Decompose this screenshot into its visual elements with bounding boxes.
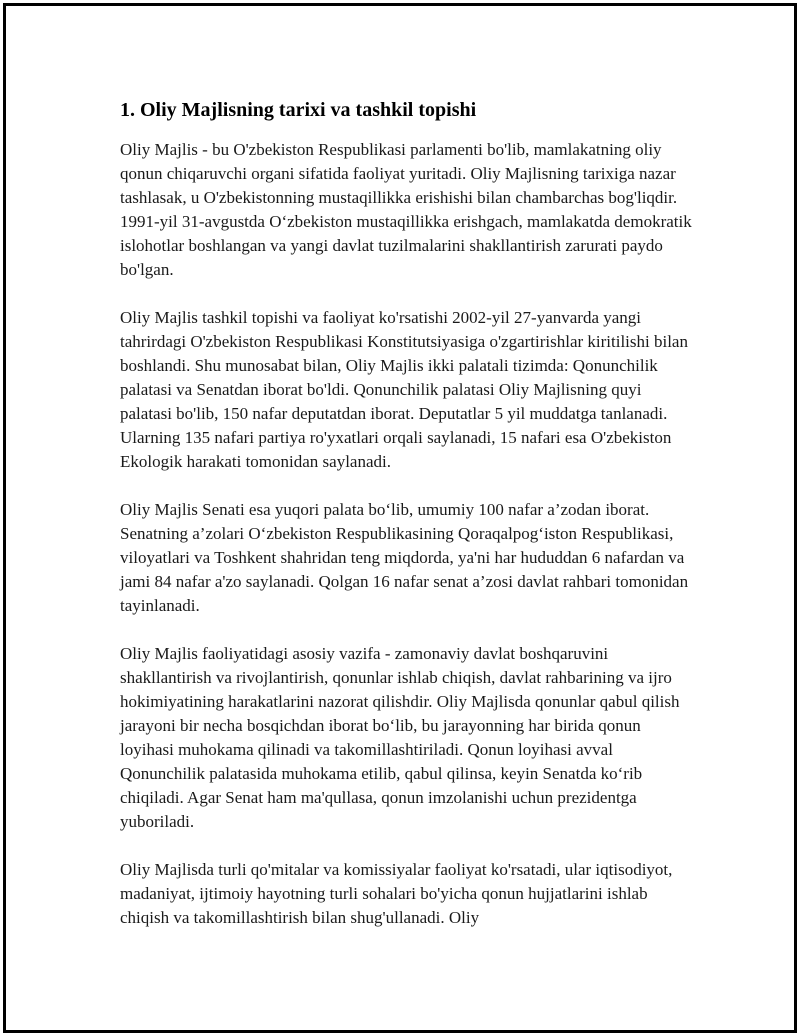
page-frame (3, 3, 797, 1033)
section-heading: 1. Oliy Majlisning tarixi va tashkil topishi (120, 99, 477, 121)
paragraph-history: Oliy Majlis - bu O'zbekiston Respublikasi parlamenti bo'lib, mamlakatning oliy qonun chiqaruvchi organi sifatida faoliyat yuritadi. Oliy Majlisning tarixiga nazar tashlasak, u O'zbekistonning mustaqillikka erishishi bilan chambarchas bog'liqdir. 1991-yil 31-avgustda O‘zbekiston mustaqillikka erishgach, mamlakatda demokratik islohotlar boshlangan va yangi davlat tuzilmalarini shakllantirish zarurati paydo bo'lgan. (120, 140, 692, 279)
paragraph-senate: Oliy Majlis Senati esa yuqori palata bo‘lib, umumiy 100 nafar a’zodan iborat. Senatning a’zolari O‘zbekiston Respublikasining Qoraqalpog‘iston Respublikasi, viloyatlari va Toshkent shahridan teng miqdorda, ya'ni har hududdan 6 nafardan va jami 84 nafar a'zo saylanadi. Qolgan 16 nafar senat a’zosi davlat rahbari tomonidan tayinlanadi. (120, 500, 689, 615)
paragraph-committees: Oliy Majlisda turli qo'mitalar va komissiyalar faoliyat ko'rsatadi, ular iqtisodiyot, madaniyat, ijtimoiy hayotning turli sohalari bo'yicha qonun hujjatlarini ishlab chiqish va takomillashtirish bilan shug'ullanadi. Oliy (120, 860, 673, 927)
paragraph-main-tasks: Oliy Majlis faoliyatidagi asosiy vazifa - zamonaviy davlat boshqaruvini shakllantirish va rivojlantirish, qonunlar ishlab chiqish, davlat rahbarining va ijro hokimiyatining harakatlarini nazorat qilishdir. Oliy Majlisda qonunlar qabul qilish jarayoni bir necha bosqichdan iborat bo‘lib, bu jarayonning har birida qonun loyihasi muhokama qilinadi va takomillashtiriladi. Qonun loyihasi avval Qonunchilik palatasida muhokama etilib, qabul qilinsa, keyin Senatda ko‘rib chiqiladi. Agar Senat ham ma'qullasa, qonun imzolanishi uchun prezidentga yuboriladi. (120, 644, 680, 831)
document-body (120, 96, 696, 954)
paragraph-establishment: Oliy Majlis tashkil topishi va faoliyat ko'rsatishi 2002-yil 27-yanvarda yangi tahrirdagi O'zbekiston Respublikasi Konstitutsiyasiga o'zgartirishlar kiritilishi bilan boshlandi. Shu munosabat bilan, Oliy Majlis ikki palatali tizimda: Qonunchilik palatasi va Senatdan iborat bo'ldi. Qonunchilik palatasi Oliy Majlisning quyi palatasi bo'lib, 150 nafar deputatdan iborat. Deputatlar 5 yil muddatga tanlanadi. Ularning 135 nafari partiya ro'yxatlari orqali saylanadi, 15 nafari esa O'zbekiston Ekologik harakati tomonidan saylanadi. (120, 308, 688, 471)
